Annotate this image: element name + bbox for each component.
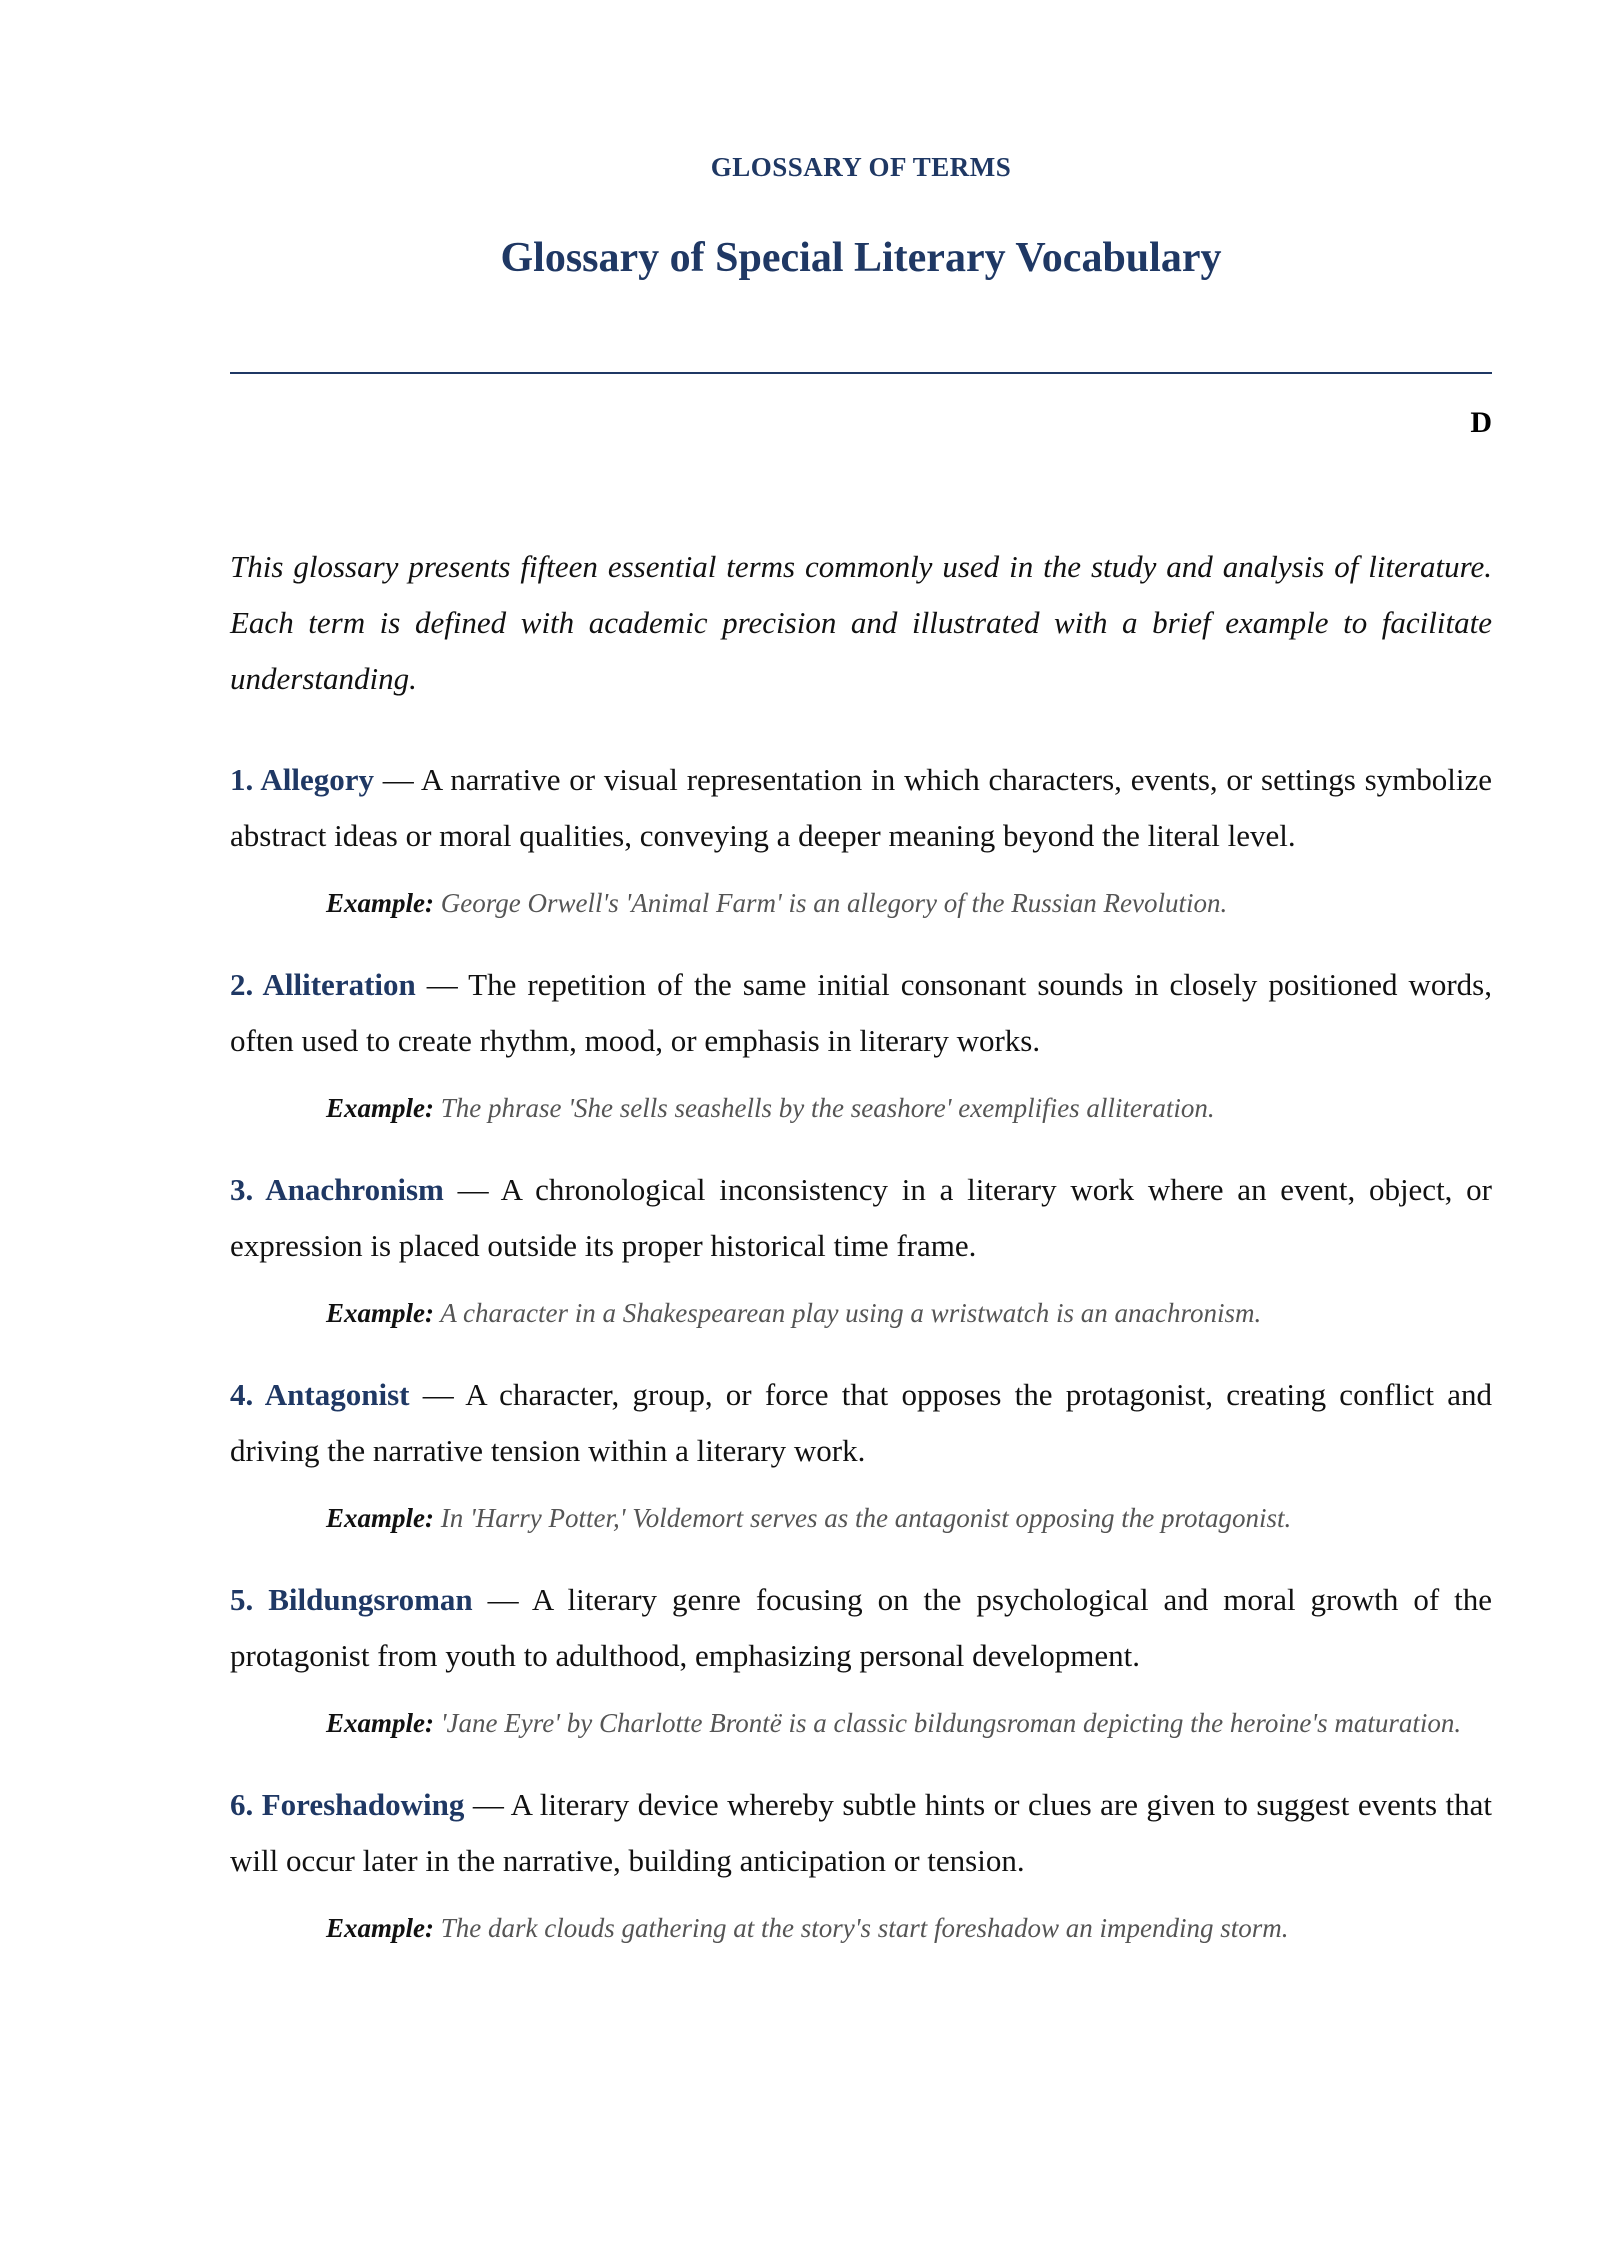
document-title: Glossary of Special Literary Vocabulary: [500, 235, 1222, 281]
entry-example: [326, 1288, 1492, 1339]
entry-term: 2. Alliteration: [230, 967, 416, 1002]
entry-term: 6. Foreshadowing: [230, 1787, 465, 1822]
entry-term: 4. Antagonist: [230, 1377, 410, 1412]
entry-definition-text: A narrative or visual representation in which characters, events, or settings symbolize abstract ideas or moral qualities, conveying a deeper meaning beyond the literal level.: [230, 762, 1492, 853]
entry-definition: [230, 1572, 1492, 1684]
entry-example: [326, 1083, 1492, 1134]
entry-separator: —: [415, 967, 469, 1002]
example-text: In 'Harry Potter,' Voldemort serves as the antagonist opposing the protagonist.: [440, 1503, 1292, 1533]
entry-example: [326, 1698, 1492, 1749]
entry-example: [326, 1903, 1492, 1954]
entry-definition: [230, 957, 1492, 1069]
title-divider: [230, 372, 1492, 374]
glossary-entry: [230, 957, 1492, 1134]
example-text: 'Jane Eyre' by Charlotte Brontë is a classic bildungsroman depicting the heroine's maturation.: [440, 1708, 1462, 1738]
entry-definition-text: A literary genre focusing on the psychological and moral growth of the protagonist from youth to adulthood, emphasizing personal development.: [230, 1582, 1492, 1673]
entry-term: 3. Anachronism: [230, 1172, 444, 1207]
example-label: Example:: [326, 1093, 434, 1123]
entry-separator: —: [443, 1172, 501, 1207]
glossary-entry: [230, 1572, 1492, 1749]
section-letter: D: [1470, 406, 1492, 439]
entry-term: 5. Bildungsroman: [230, 1582, 473, 1617]
glossary-entry: [230, 1777, 1492, 1954]
example-label: Example:: [326, 1298, 434, 1328]
example-label: Example:: [326, 1708, 434, 1738]
entry-example: [326, 1493, 1492, 1544]
glossary-entry: [230, 1367, 1492, 1544]
entry-definition: [230, 1162, 1492, 1274]
entry-separator: —: [409, 1377, 466, 1412]
running-head: GLOSSARY OF TERMS: [710, 152, 1012, 182]
example-label: Example:: [326, 888, 434, 918]
glossary-entries: [230, 752, 1492, 1982]
entry-definition-text: A chronological inconsistency in a literary work where an event, object, or expression is placed outside its proper historical time frame.: [230, 1172, 1493, 1263]
example-text: George Orwell's 'Animal Farm' is an allegory of the Russian Revolution.: [440, 888, 1228, 918]
glossary-entry: [230, 1162, 1492, 1339]
entry-term: 1. Allegory: [230, 762, 374, 797]
entry-example: [326, 878, 1492, 929]
example-text: The phrase 'She sells seashells by the seashore' exemplifies alliteration.: [440, 1093, 1215, 1123]
entry-definition: [230, 752, 1492, 864]
entry-separator: —: [373, 762, 421, 797]
entry-definition: [230, 1777, 1492, 1889]
example-text: A character in a Shakespearean play using a wristwatch is an anachronism.: [440, 1298, 1262, 1328]
entry-definition: [230, 1367, 1492, 1479]
glossary-entry: [230, 752, 1492, 929]
entry-definition-text: A literary device whereby subtle hints or clues are given to suggest events that will occur later in the narrative, building anticipation or tension.: [230, 1787, 1492, 1878]
entry-separator: —: [464, 1787, 511, 1822]
entry-definition-text: The repetition of the same initial consonant sounds in closely positioned words, often used to create rhythm, mood, or emphasis in literary works.: [230, 967, 1492, 1058]
entry-definition-text: A character, group, or force that opposes the protagonist, creating conflict and driving the narrative tension within a literary work.: [230, 1377, 1492, 1468]
entry-separator: —: [472, 1582, 532, 1617]
intro-paragraph: This glossary presents fifteen essential terms commonly used in the study and analysis of literature. Each term is defined with academic precision and illustrated with a brief example to facilitate understanding.: [230, 549, 1492, 696]
example-label: Example:: [326, 1913, 434, 1943]
example-label: Example:: [326, 1503, 434, 1533]
example-text: The dark clouds gathering at the story's start foreshadow an impending storm.: [440, 1913, 1289, 1943]
